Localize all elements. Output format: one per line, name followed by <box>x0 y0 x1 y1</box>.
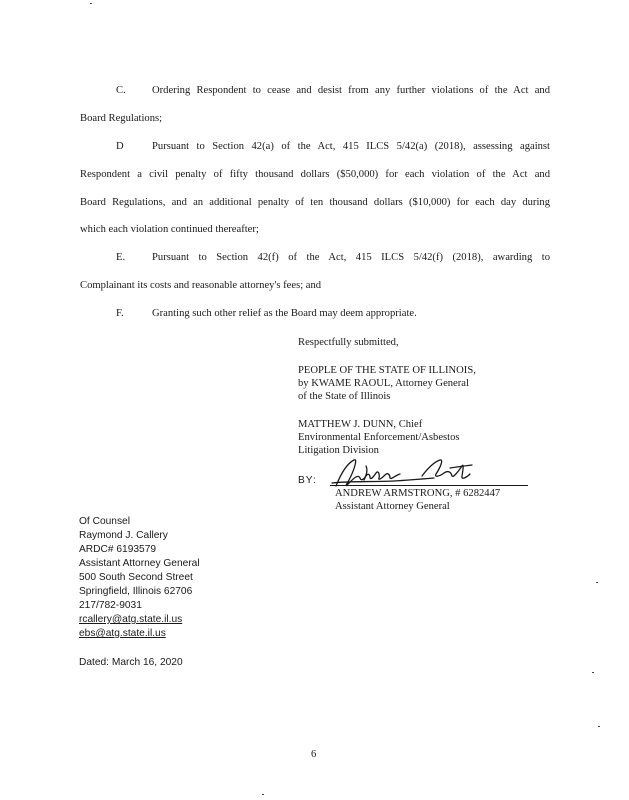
dated-line: Dated: March 16, 2020 <box>79 657 183 668</box>
counsel-title: Assistant Attorney General <box>79 558 200 569</box>
chief-line-2: Environmental Enforcement/Asbestos <box>298 432 460 443</box>
by-label: BY: <box>298 475 317 486</box>
counsel-email-1[interactable]: rcallery@atg.state.il.us <box>79 614 183 625</box>
signature-line <box>330 485 528 486</box>
scan-speck <box>262 794 264 795</box>
page-number: 6 <box>311 749 317 760</box>
scan-speck <box>598 726 600 727</box>
signer-name: ANDREW ARMSTRONG, # 6282447 <box>335 488 501 499</box>
scan-speck <box>596 582 598 583</box>
chief-line-1: MATTHEW J. DUNN, Chief <box>298 419 423 430</box>
scan-speck <box>592 672 594 673</box>
paragraph-f-letter: F. <box>116 308 124 319</box>
respectfully-submitted: Respectfully submitted, <box>298 337 399 348</box>
scan-speck <box>90 3 92 4</box>
chief-line-3: Litigation Division <box>298 445 379 456</box>
paragraph-d-line-3: Board Regulations, and an additional penalty of ten thousand dollars ($10,000) for each day during <box>80 197 550 208</box>
signer-title: Assistant Attorney General <box>335 501 450 512</box>
counsel-ardc: ARDC# 6193579 <box>79 544 157 555</box>
paragraph-e-line-1: Pursuant to Section 42(f) of the Act, 415 ILCS 5/42(f) (2018), awarding to <box>152 252 550 263</box>
paragraph-c-line-2: Board Regulations; <box>80 113 163 124</box>
paragraph-c-line-1: Ordering Respondent to cease and desist from any further violations of the Act and <box>152 85 550 96</box>
paragraph-e-line-2: Complainant its costs and reasonable attorney's fees; and <box>80 280 322 291</box>
counsel-name: Raymond J. Callery <box>79 530 168 541</box>
counsel-phone: 217/782-9031 <box>79 600 142 611</box>
counsel-street: 500 South Second Street <box>79 572 193 583</box>
paragraph-d-line-1: Pursuant to Section 42(a) of the Act, 415 ILCS 5/42(a) (2018), assessing against <box>152 141 550 152</box>
paragraph-f-line-1: Granting such other relief as the Board may deem appropriate. <box>152 308 417 319</box>
paragraph-d-letter: D <box>116 141 124 152</box>
people-line-2: by KWAME RAOUL, Attorney General <box>298 378 469 389</box>
people-line-1: PEOPLE OF THE STATE OF ILLINOIS, <box>298 365 476 376</box>
paragraph-d-line-2: Respondent a civil penalty of fifty thousand dollars ($50,000) for each violation of the Act and <box>80 169 550 180</box>
paragraph-e-letter: E. <box>116 252 126 263</box>
people-line-3: of the State of Illinois <box>298 391 391 402</box>
counsel-email-2[interactable]: ebs@atg.state.il.us <box>79 628 166 639</box>
counsel-city: Springfield, Illinois 62706 <box>79 586 193 597</box>
paragraph-c-letter: C. <box>116 85 126 96</box>
of-counsel-heading: Of Counsel <box>79 516 130 527</box>
paragraph-d-line-4: which each violation continued thereafter; <box>80 224 259 235</box>
